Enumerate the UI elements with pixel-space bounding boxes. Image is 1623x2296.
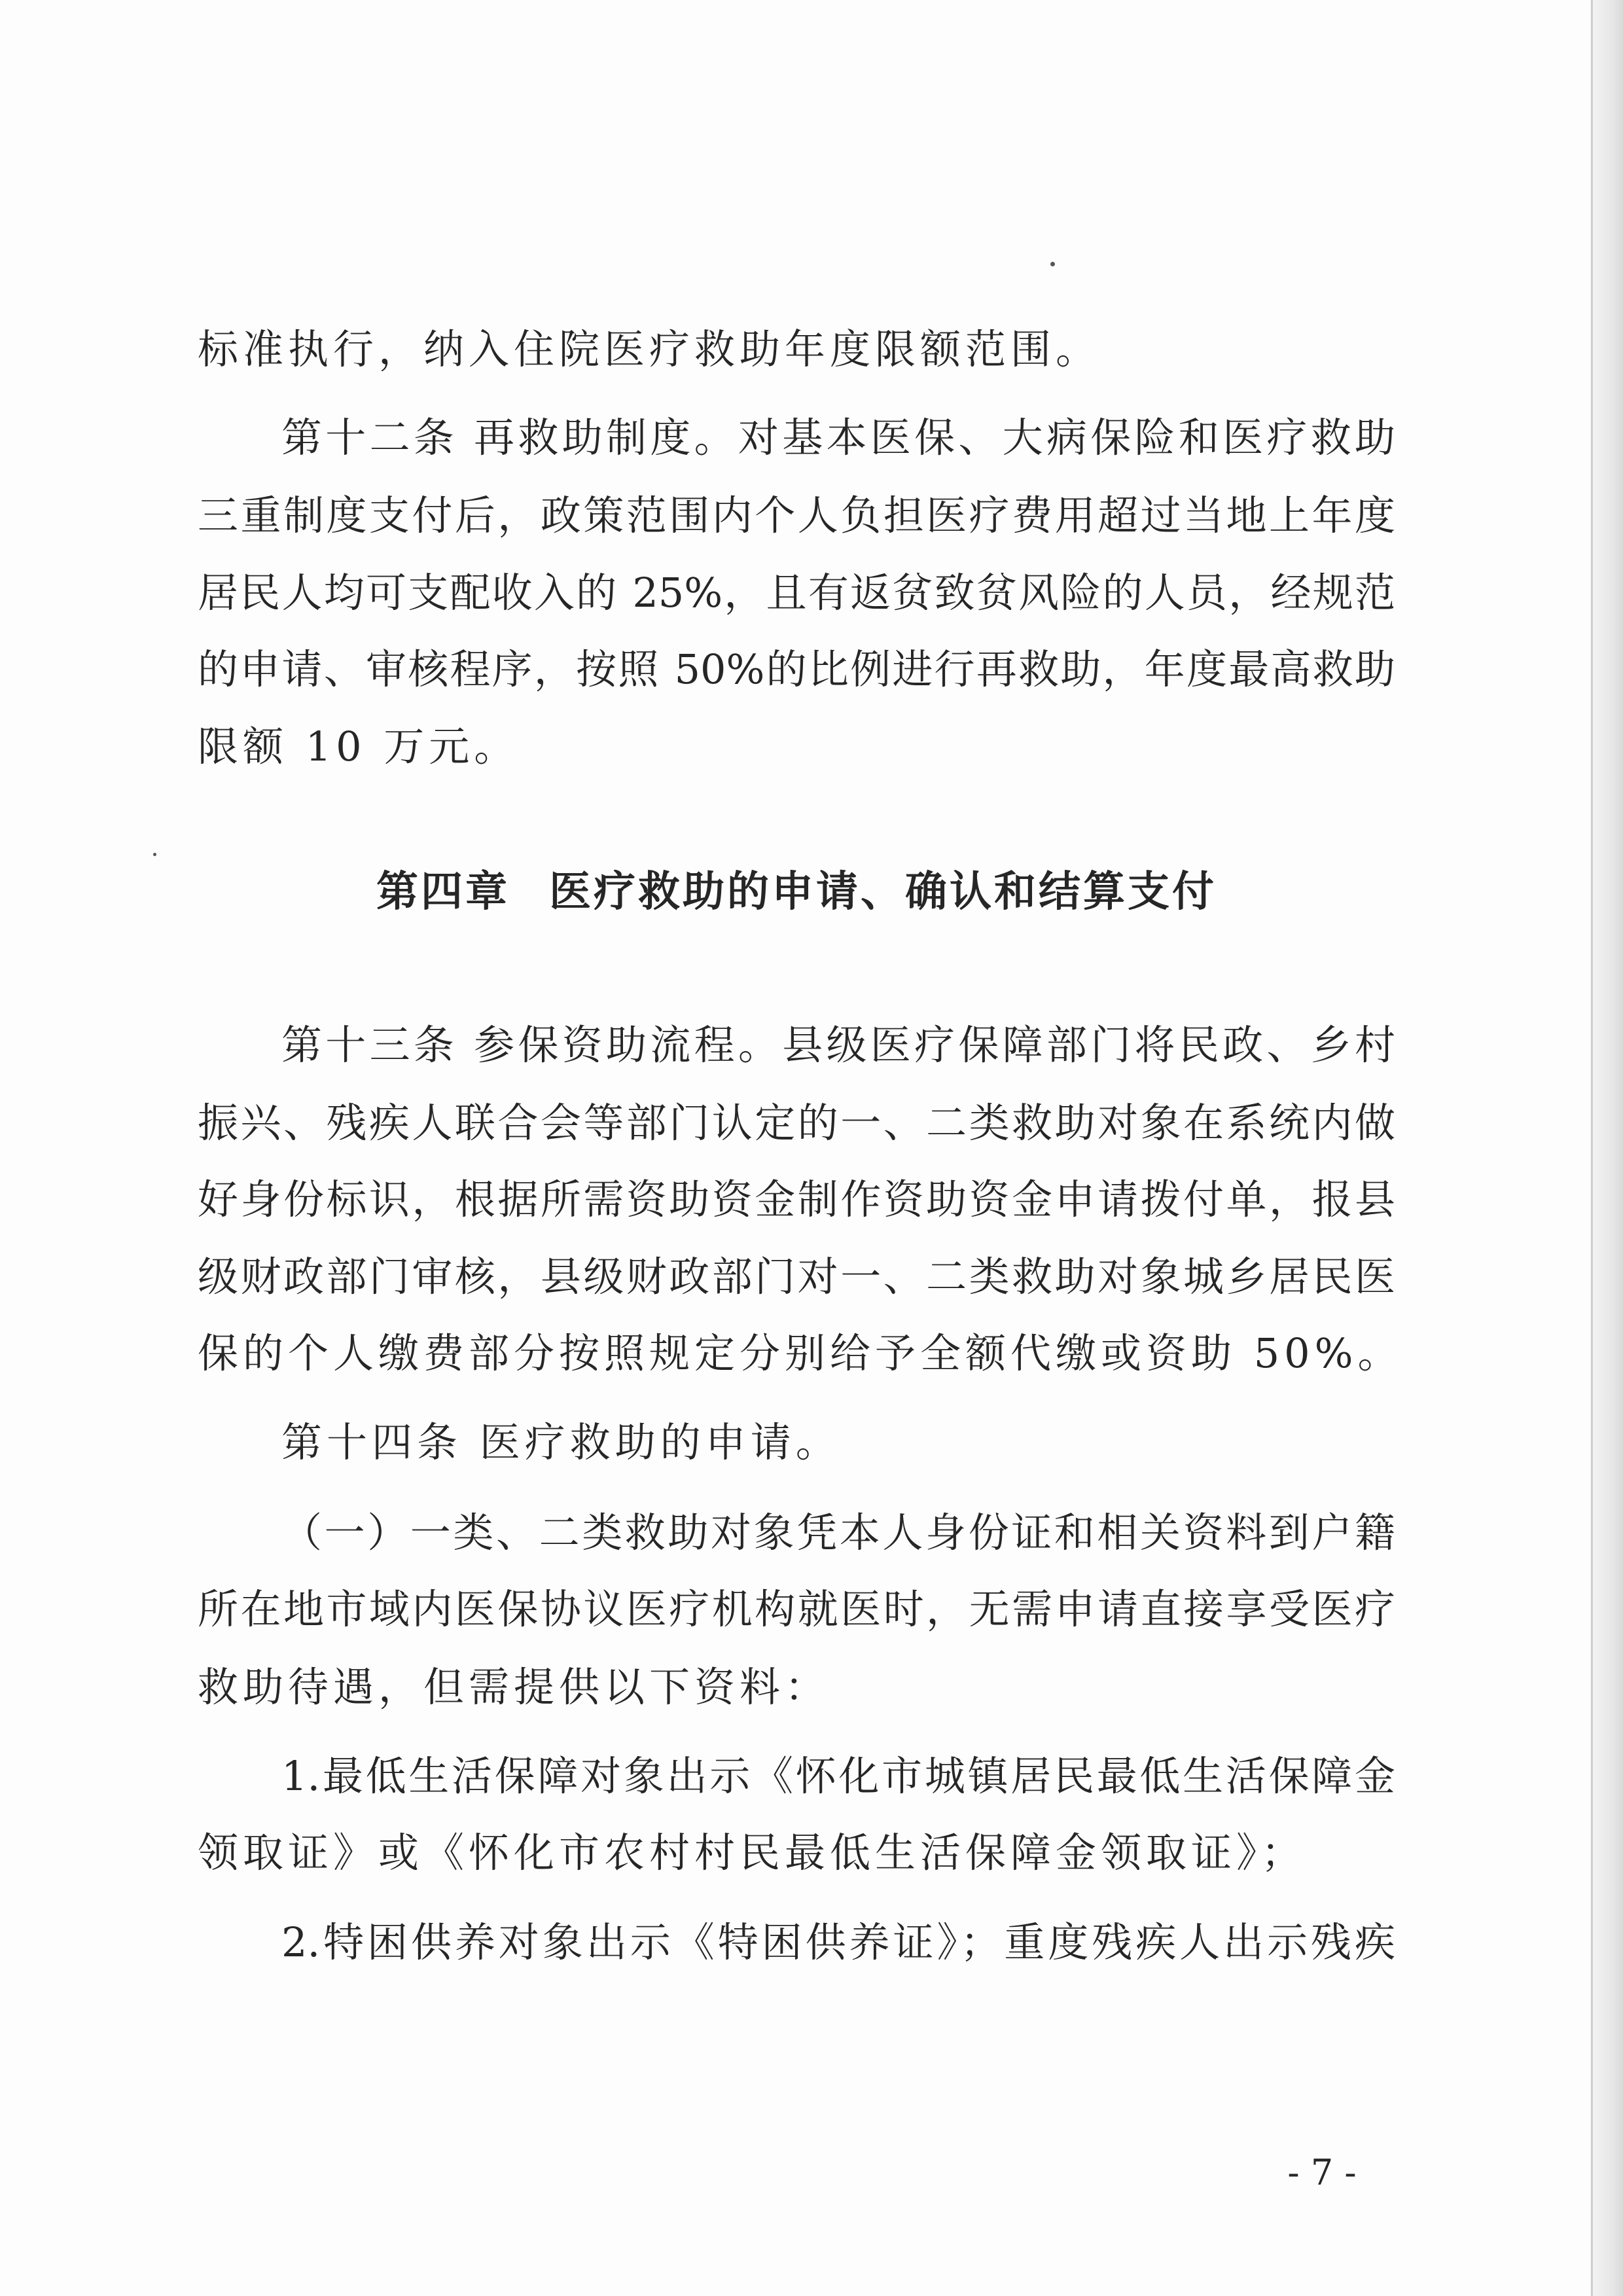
paragraph-line: 所在地市域内医保协议医疗机构就医时，无需申请直接享受医疗 (198, 1585, 1395, 1633)
scan-edge-line (1591, 0, 1593, 2296)
paragraph-line: 1.最低生活保障对象出示《怀化市城镇居民最低生活保障金 (281, 1752, 1395, 1800)
chapter-number: 第四章 (376, 868, 510, 916)
paragraph-line: 级财政部门审核，县级财政部门对一、二类救助对象城乡居民医 (198, 1253, 1395, 1300)
paragraph-line: 救助待遇，但需提供以下资料： (198, 1663, 830, 1711)
paragraph-line: 三重制度支付后，政策范围内个人负担医疗费用超过当地上年度 (198, 492, 1395, 539)
paragraph-line: 2.特困供养对象出示《特困供养证》；重度残疾人出示残疾 (281, 1918, 1395, 1966)
paragraph-line: 第十三条 参保资助流程。县级医疗保障部门将民政、乡村 (281, 1021, 1395, 1069)
paragraph-line: 第十二条 再救助制度。对基本医保、大病保险和医疗救助 (281, 414, 1395, 461)
paragraph-line: 保的个人缴费部分按照规定分别给予全额代缴或资助 50%。 (198, 1329, 1403, 1377)
scan-edge-shadow (1590, 0, 1623, 2296)
chapter-title: 医疗救助的申请、确认和结算支付 (549, 868, 1217, 916)
page-number: - 7 - (1287, 2152, 1357, 2193)
paragraph-line: 第十四条 医疗救助的申请。 (281, 1418, 841, 1466)
chapter-heading (198, 863, 1395, 922)
paragraph-line: 标准执行，纳入住院医疗救助年度限额范围。 (198, 325, 1101, 373)
paragraph-line: 好身份标识，根据所需资助资金制作资助资金申请拨付单，报县 (198, 1175, 1395, 1223)
paragraph-line: 振兴、残疾人联合会等部门认定的一、二类救助对象在系统内做 (198, 1099, 1395, 1147)
paragraph-line: （一）一类、二类救助对象凭本人身份证和相关资料到户籍 (281, 1509, 1395, 1556)
paragraph-line: 的申请、审核程序，按照 50%的比例进行再救助，年度最高救助 (198, 645, 1395, 693)
paragraph-line: 居民人均可支配收入的 25%，且有返贫致贫风险的人员，经规范 (198, 569, 1395, 617)
paragraph-line: 领取证》或《怀化市农村村民最低生活保障金领取证》； (198, 1829, 1307, 1876)
scan-speck (153, 853, 156, 856)
paragraph-line: 限额 10 万元。 (198, 723, 520, 770)
scan-speck (1050, 262, 1055, 266)
